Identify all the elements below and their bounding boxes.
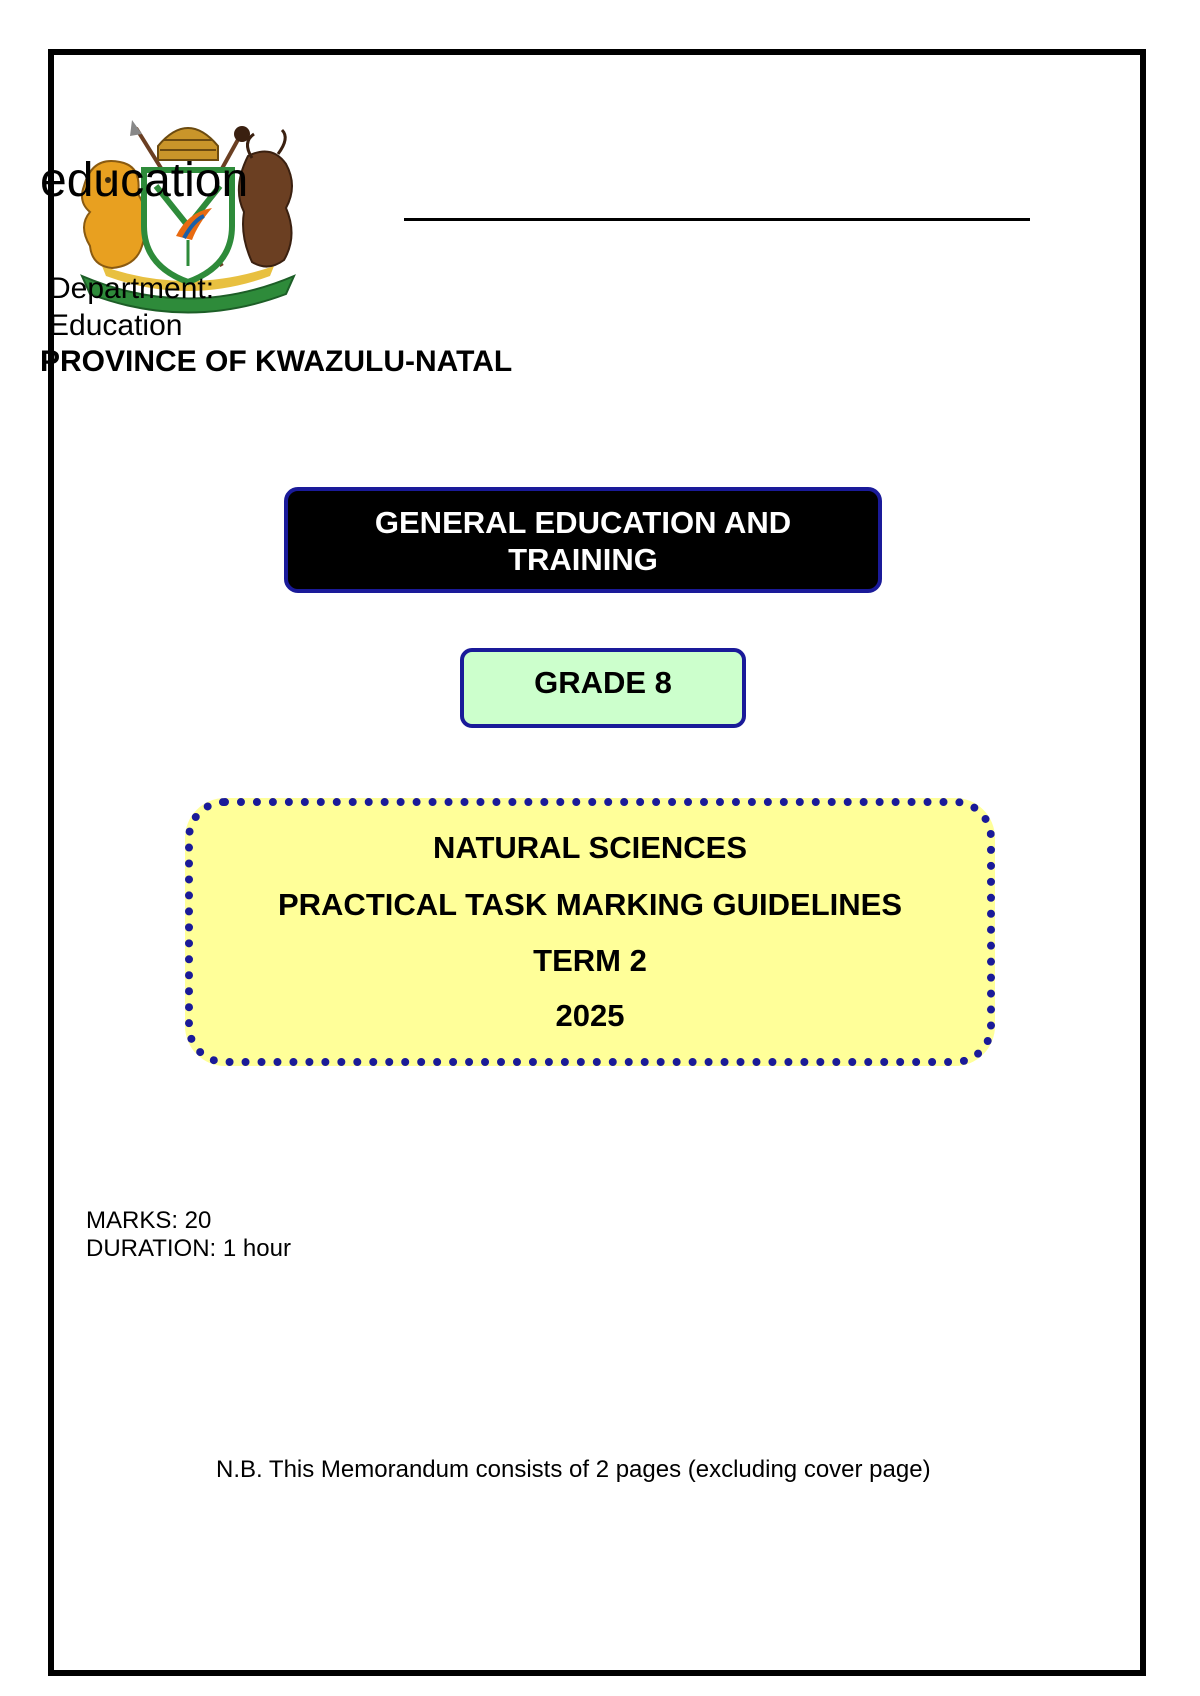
grade-box — [460, 648, 746, 728]
subject-box — [185, 798, 995, 1066]
term-label: TERM 2 — [533, 943, 647, 978]
program-line-2: TRAINING — [508, 542, 658, 577]
task-title: PRACTICAL TASK MARKING GUIDELINES — [277, 887, 903, 922]
year-label: 2025 — [555, 998, 625, 1033]
duration-label: DURATION: 1 hour — [86, 1235, 291, 1262]
header-rule — [404, 218, 1030, 221]
province-title: PROVINCE OF KWAZULU-NATAL — [40, 345, 513, 378]
education-wordmark: education — [40, 154, 249, 207]
department-label: Department: — [49, 272, 215, 305]
footer-note: N.B. This Memorandum consists of 2 pages (excluding cover page) — [216, 1456, 931, 1483]
program-box — [284, 487, 882, 593]
marks-label: MARKS: 20 — [86, 1207, 212, 1234]
department-name: Education — [49, 309, 183, 342]
program-line-1: GENERAL EDUCATION AND — [374, 505, 792, 540]
subject-title: NATURAL SCIENCES — [432, 830, 748, 865]
grade-label: GRADE 8 — [534, 665, 672, 700]
